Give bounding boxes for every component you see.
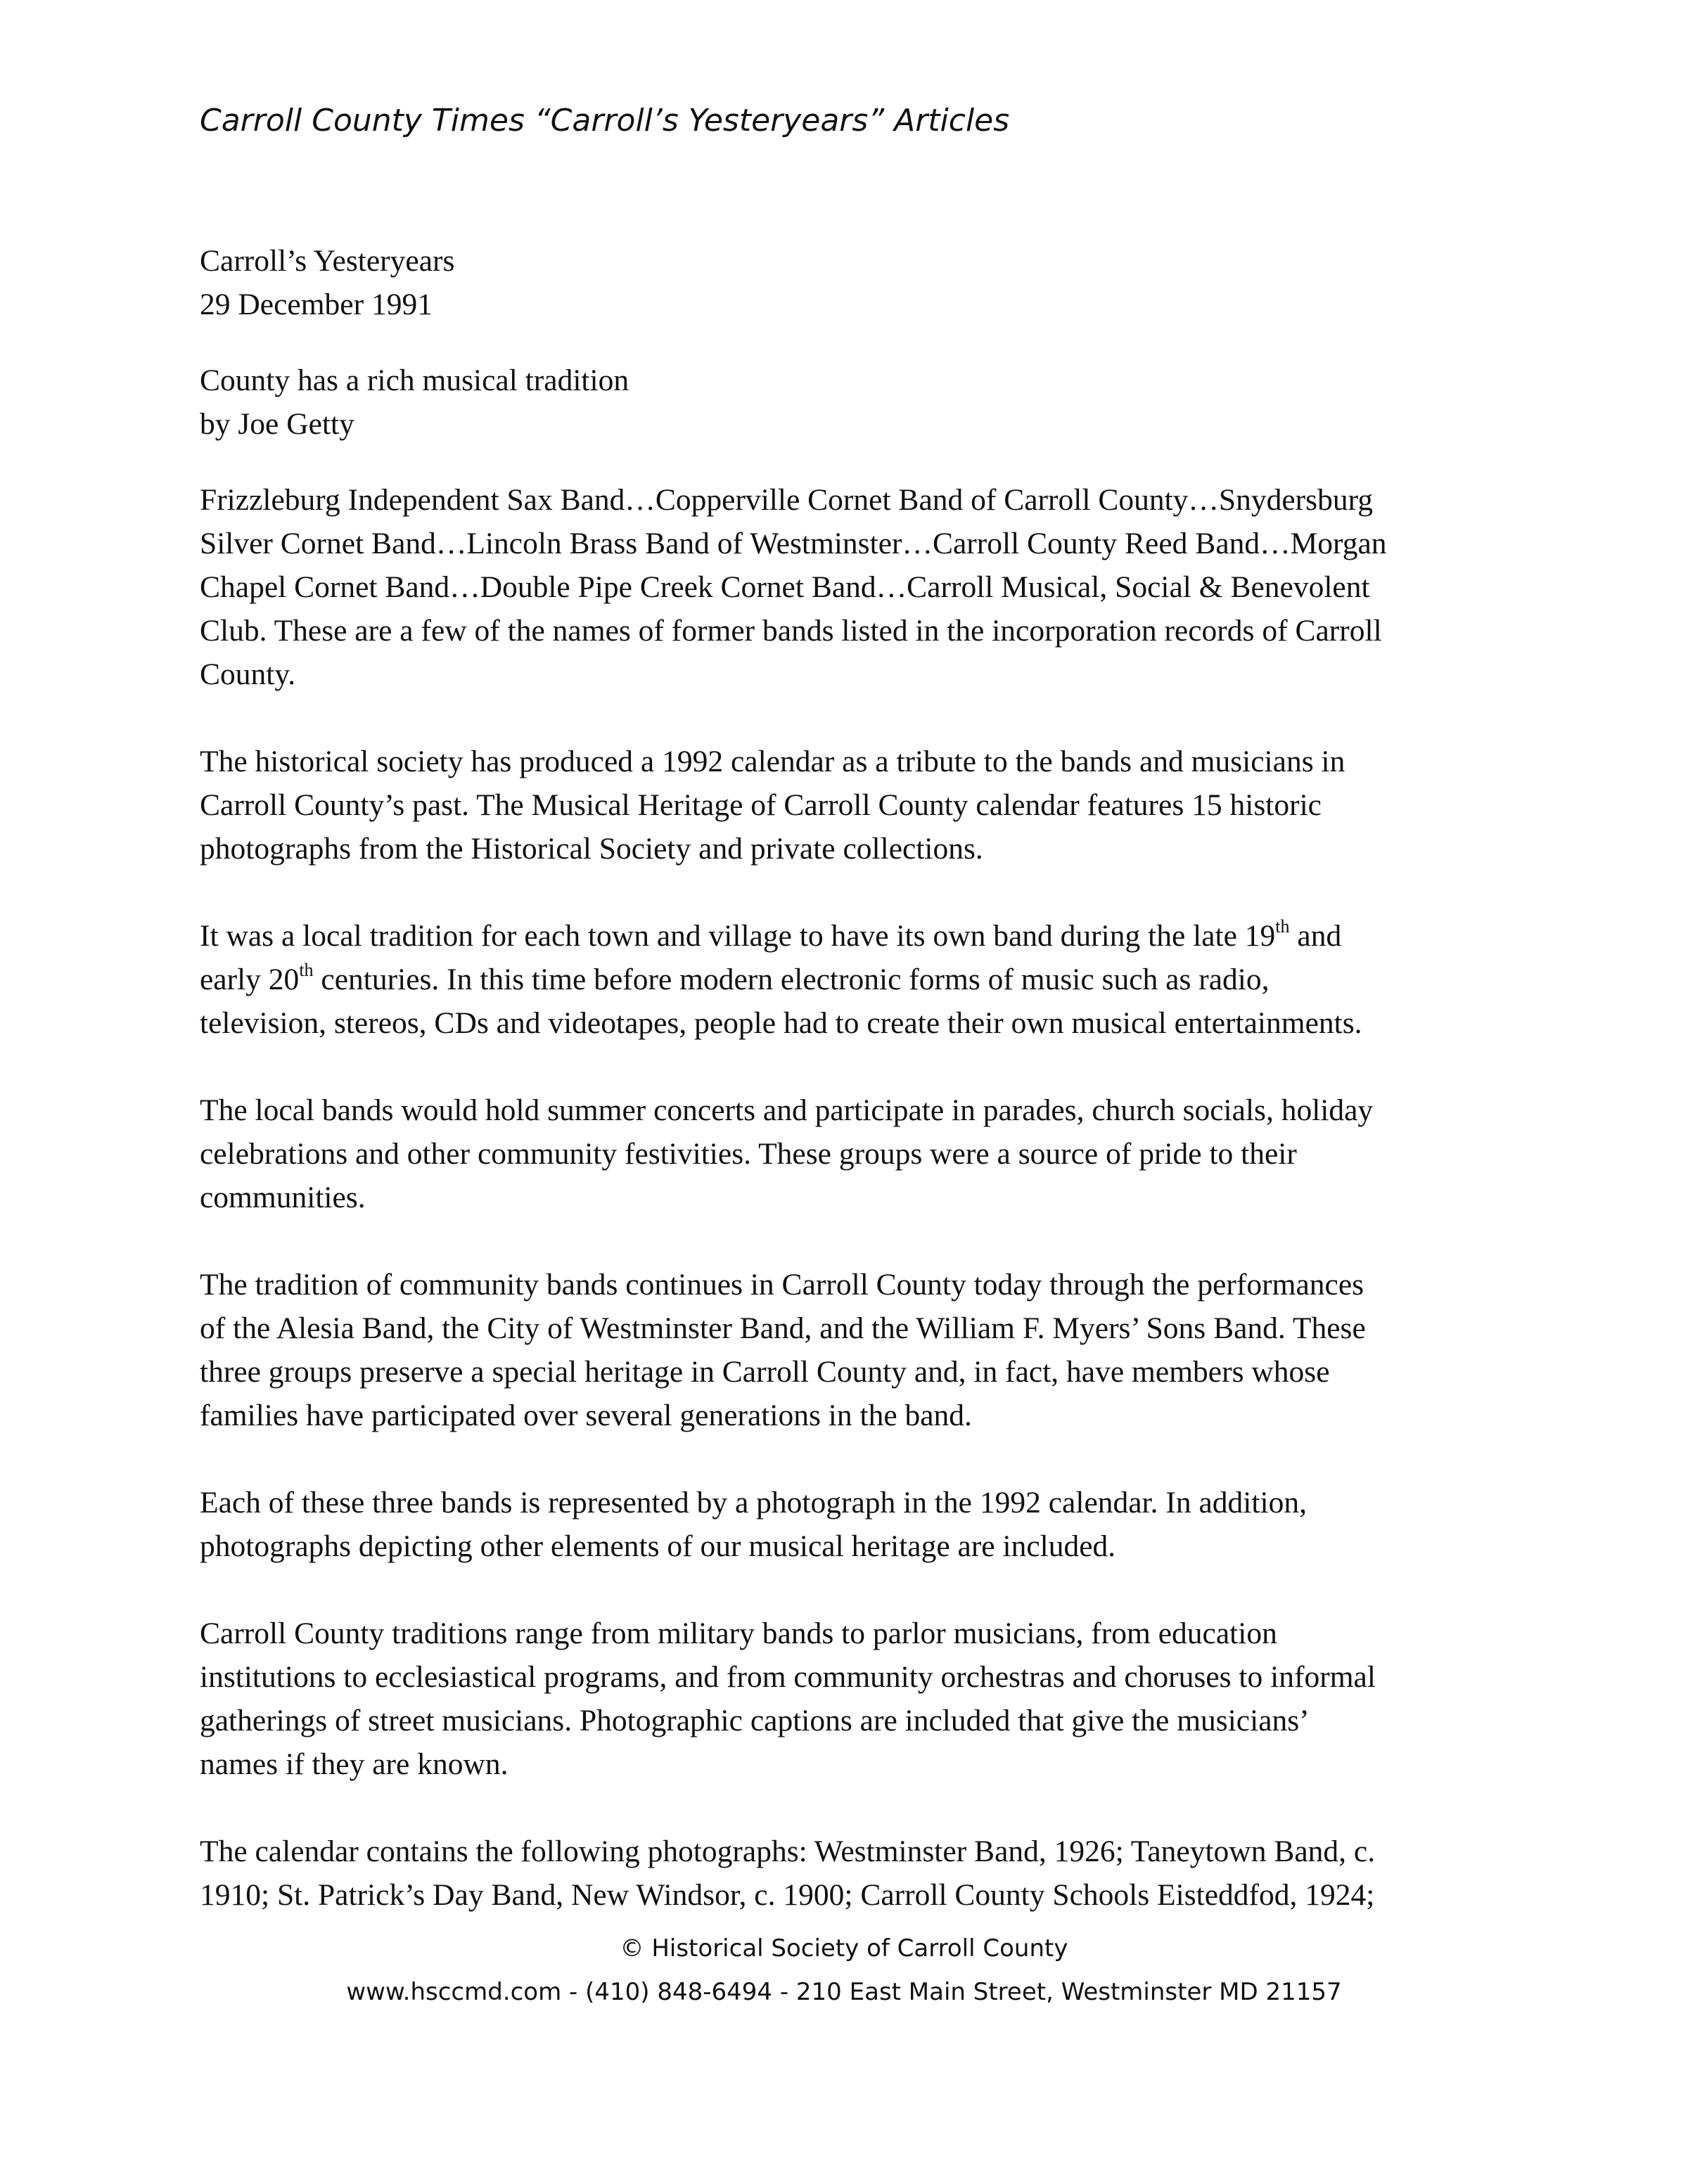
text-line: The calendar contains the following photographs: Westminster Band, 1926; Taneytown Band, c.	[200, 1835, 1376, 1868]
text-line: photographs from the Historical Society and private collections.	[200, 832, 983, 866]
text-line	[200, 914, 1494, 958]
text-line: Each of these three bands is represented by a photograph in the 1992 calendar. In addition,	[200, 1486, 1307, 1520]
superscript: th	[299, 959, 314, 980]
text-line: Carroll County traditions range from military bands to parlor musicians, from education	[200, 1617, 1277, 1650]
paragraph-photographs	[200, 1830, 1494, 1917]
text-line: three groups preserve a special heritage in Carroll County and, in fact, have members whose	[200, 1355, 1330, 1389]
article-date: 29 December 1991	[200, 288, 433, 321]
text-line: Chapel Cornet Band…Double Pipe Creek Cornet Band…Carroll Musical, Social & Benevolent	[200, 570, 1370, 604]
text-line	[200, 958, 1494, 1001]
text-line: 1910; St. Patrick’s Day Band, New Windsor, c. 1900; Carroll County Schools Eisteddfod, 1924;	[200, 1878, 1375, 1912]
article-body	[200, 239, 1494, 1960]
text-segment: and	[1289, 919, 1342, 953]
text-line: The historical society has produced a 1992 calendar as a tribute to the bands and musicians in	[200, 745, 1345, 778]
text-line: gatherings of street musicians. Photographic captions are included that give the musicians’	[200, 1704, 1310, 1737]
paragraph-three-bands	[200, 1481, 1494, 1568]
article-heading	[200, 359, 1494, 446]
text-line: photographs depicting other elements of our musical heritage are included.	[200, 1529, 1116, 1563]
superscript: th	[1275, 916, 1290, 937]
page-footer	[0, 1927, 1688, 2014]
text-line: names if they are known.	[200, 1747, 509, 1781]
text-line: Carroll County’s past. The Musical Heritage of Carroll County calendar features 15 historic	[200, 788, 1322, 822]
article-meta	[200, 239, 1494, 326]
headline: County has a rich musical tradition	[200, 364, 629, 397]
text-segment: It was a local tradition for each town and village to have its own band during the late 19	[200, 919, 1276, 953]
paragraph-traditions-range	[200, 1612, 1494, 1786]
text-line: of the Alesia Band, the City of Westminster Band, and the William F. Myers’ Sons Band. These	[200, 1311, 1366, 1345]
paragraph-tradition	[200, 914, 1494, 1045]
paragraph-calendar	[200, 740, 1494, 871]
text-line: celebrations and other community festivities. These groups were a source of pride to their	[200, 1137, 1297, 1171]
footer-copyright: © Historical Society of Carroll County	[620, 1934, 1068, 1963]
paragraph-local-bands	[200, 1088, 1494, 1219]
text-line: institutions to ecclesiastical programs, and from community orchestras and choruses to informal	[200, 1660, 1376, 1694]
text-line: County.	[200, 657, 296, 691]
text-line: Silver Cornet Band…Lincoln Brass Band of Westminster…Carroll County Reed Band…Morgan	[200, 527, 1387, 560]
page-header: Carroll County Times “Carroll’s Yesteryears” Articles	[200, 103, 1010, 139]
text-segment: early 20	[200, 963, 300, 996]
text-line: television, stereos, CDs and videotapes, people had to create their own musical entertainments.	[200, 1006, 1362, 1040]
text-line: The tradition of community bands continues in Carroll County today through the performances	[200, 1268, 1364, 1302]
text-line: Frizzleburg Independent Sax Band…Copperville Cornet Band of Carroll County…Snydersburg	[200, 483, 1374, 517]
footer-contact: www.hsccmd.com - (410) 848-6494 - 210 East Main Street, Westminster MD 21157	[346, 1978, 1342, 2006]
text-line: Club. These are a few of the names of former bands listed in the incorporation records of Carroll	[200, 614, 1382, 648]
column-name: Carroll’s Yesteryears	[200, 244, 455, 278]
text-line: The local bands would hold summer concerts and participate in parades, church socials, holiday	[200, 1093, 1374, 1127]
byline: by Joe Getty	[200, 407, 354, 441]
paragraph-community-bands	[200, 1263, 1494, 1437]
paragraph-bands-list	[200, 478, 1494, 696]
text-segment: centuries. In this time before modern electronic forms of music such as radio,	[313, 963, 1270, 996]
text-line: communities.	[200, 1181, 366, 1214]
text-line: families have participated over several generations in the band.	[200, 1399, 972, 1432]
